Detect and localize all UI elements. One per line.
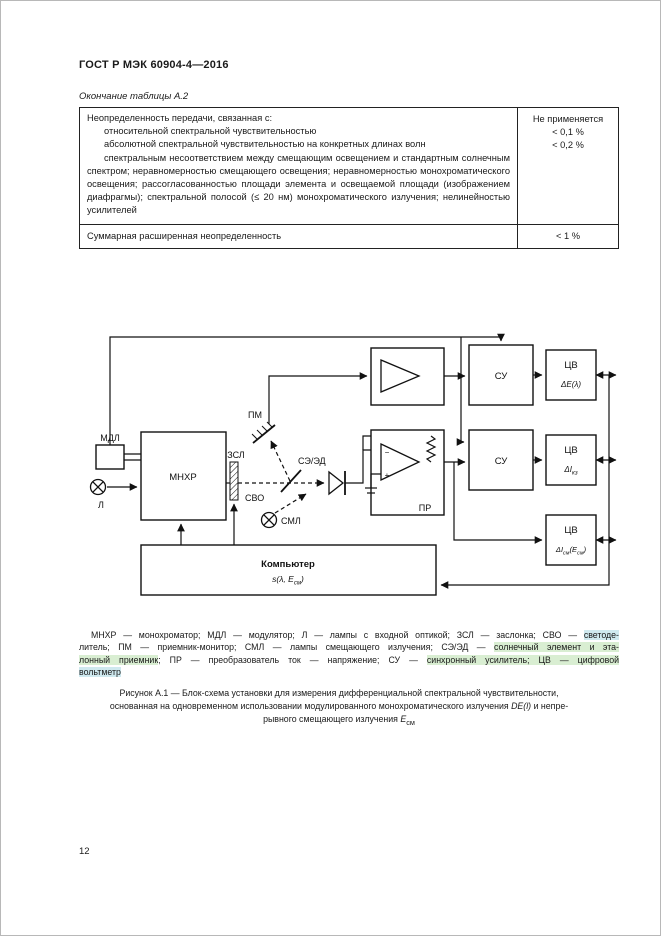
shutter-label: ЗСЛ — [227, 450, 245, 460]
legend-text: литель; ПМ — приемник-монитор; СМЛ — лампы смещающего излучения; СЭ/ЭД — — [79, 642, 495, 653]
table-row — [80, 225, 618, 248]
solar-cell-symbol — [329, 471, 345, 495]
legend-line — [79, 666, 619, 678]
monitor-to-amp-wire — [269, 376, 367, 424]
legend-text: МНХР — монохроматор; МДЛ — модулятор; Л — лампы с входной оптикой; ЗСЛ — заслонка; СВО — — [91, 630, 584, 640]
modulator-box — [96, 445, 124, 469]
lamp-symbol — [91, 480, 106, 495]
page-header: ГОСТ Р МЭК 60904-4—2016 — [79, 59, 229, 71]
legend-highlight: вольтметр — [79, 667, 121, 678]
converter-label: ПР — [418, 503, 432, 513]
diagram-boxes — [96, 345, 596, 595]
table-value: < 0,2 % — [552, 140, 584, 151]
modulator-label: МДЛ — [100, 433, 120, 443]
legend-text: ; ПР — преобразователь ток — напряжение; СУ — — [158, 654, 427, 665]
computer-formula: s(λ, $E_{см}$) — [272, 574, 304, 587]
page-number: 12 — [79, 846, 90, 857]
monochromator-label: МНХР — [169, 472, 197, 483]
table-text-line: относительной спектральной чувствительностью — [104, 126, 317, 137]
monitor-receiver-element — [252, 422, 275, 443]
voltmeter2-value: $\Delta I_{кз}$ — [564, 465, 578, 477]
monitor-receiver-label: ПМ — [248, 410, 262, 420]
table-cell-uncertainty-values — [518, 108, 618, 224]
legend-line — [79, 654, 619, 666]
computer-label: Компьютер — [261, 559, 315, 570]
legend-line — [79, 641, 619, 653]
block-diagram — [79, 329, 619, 613]
bias-light-dashed — [275, 494, 306, 513]
computer-box — [141, 545, 436, 595]
figure-caption-line: Рисунок А.1 — Блок-схема установки для измерения дифференциальной спектральной чувствительности, — [119, 688, 559, 698]
shutter-element — [230, 462, 238, 500]
table-continuation-caption: Окончание таблицы А.2 — [79, 91, 189, 102]
lamp-label: Л — [98, 500, 104, 510]
amplifier1-box — [371, 348, 444, 405]
voltmeter1-label: ЦВ — [564, 360, 578, 371]
figure-caption-line: основанная на одновременном использовании модулированного монохроматического излучения DE(l) и непре- — [109, 701, 569, 712]
table-value: Не применяется — [532, 114, 604, 124]
table-cell-total-label: Суммарная расширенная неопределенность — [80, 225, 518, 248]
opamp-minus-sign: − — [384, 448, 390, 457]
legend-highlight: синхронный усилитель; ЦВ — цифровой — [426, 654, 620, 665]
opamp-plus-sign: + — [384, 471, 390, 480]
legend-line — [79, 629, 619, 641]
voltmeter3-value: $\Delta I_{см}(E_{см})$ — [555, 545, 587, 557]
legend-highlight: лонный приемник — [79, 654, 159, 665]
legend-highlight: солнечный элемент и эта- — [494, 642, 619, 653]
table-a2 — [79, 107, 619, 249]
voltmeter1-box — [546, 350, 596, 400]
table-cell-uncertainty-description — [80, 108, 518, 224]
voltmeter3-box — [546, 515, 596, 565]
beamsplitter-label: СВО — [245, 493, 265, 503]
legend-highlight: светоде- — [583, 630, 619, 640]
converter-box — [371, 430, 444, 515]
bias-lamp-label: СМЛ — [281, 516, 301, 526]
lockin2-label: СУ — [494, 456, 508, 467]
table-text-line: абсолютной спектральной чувствительностью на конкретных длинах волн — [104, 139, 426, 150]
lockin1-label: СУ — [494, 371, 508, 382]
legend — [79, 629, 619, 679]
table-value: < 0,1 % — [552, 127, 584, 138]
figure-caption-line: рывного смещающего излучения $E_{см}$ — [263, 714, 415, 728]
reference-wire-branch — [461, 337, 464, 442]
voltmeter3-label: ЦВ — [564, 525, 578, 536]
table-cell-total-value: < 1 % — [555, 230, 581, 241]
voltmeter2-label: ЦВ — [564, 445, 578, 456]
table-text-paragraph: спектральным несоответствием между смещающим освещением и стандартным солнечным спектром; неравномерностью смещающего освещения; неравномерностью монохроматического освещения; рассогласованностью площади элемента и освещаемой площади (изображением диафрагмы); спектральной полосой (≤ 20 нм) монохроматического излучения; нелинейностью усилителей — [87, 152, 510, 216]
table-row — [80, 108, 618, 225]
table-text-line: Неопределенность передачи, связанная с: — [87, 113, 273, 123]
voltmeter1-value: ΔE(λ) — [561, 380, 581, 389]
beam-reflected-dashed — [271, 441, 290, 481]
voltmeter2-box — [546, 435, 596, 485]
bias-lamp-symbol — [262, 513, 277, 528]
beamsplitter-element — [281, 470, 301, 492]
figure-caption — [53, 687, 625, 729]
solar-cell-label: СЭ/ЭД — [298, 456, 326, 466]
